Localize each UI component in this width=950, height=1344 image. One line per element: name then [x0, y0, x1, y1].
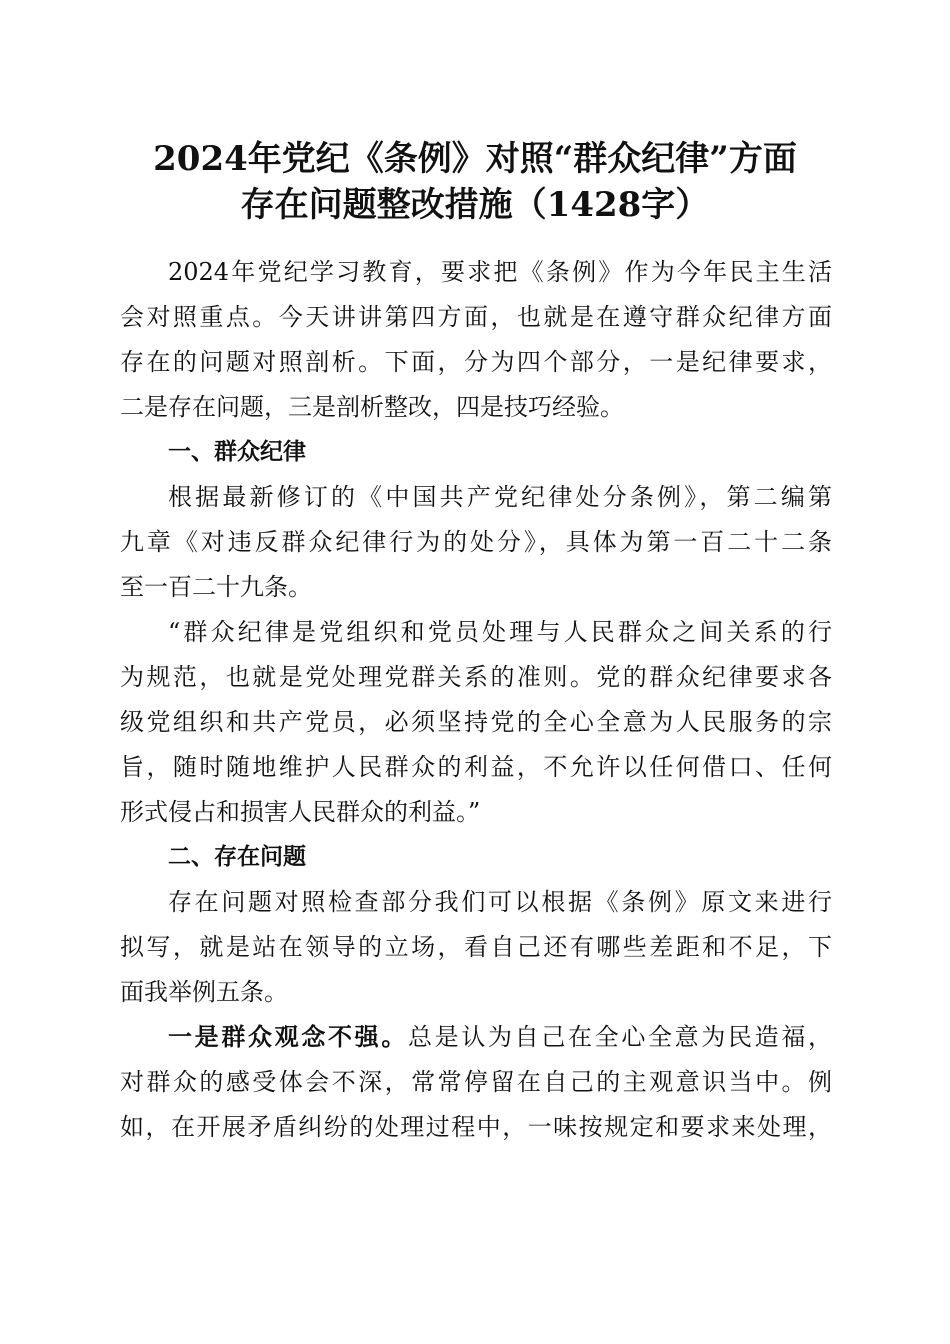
- section2-para1-line-3: 面我举例五条。: [120, 978, 288, 1006]
- document-title-line1: 2024年党纪《条例》对照“群众纪律”方面: [153, 139, 797, 179]
- section2-para2-line-3: 如，在开展矛盾纠纷的处理过程中，一味按规定和要求来处理，: [120, 1113, 832, 1141]
- section2-para2-line-1: [168, 1015, 832, 1060]
- intro-line-1: 2024年党纪学习教育，要求把《条例》作为今年民主生活: [168, 258, 832, 286]
- section1-para2-line-3: 级党组织和共产党员，必须坚持党的全心全意为人民服务的宗: [120, 708, 832, 736]
- section2-para2-line-2: 对群众的感受体会不深，常常停留在自己的主观意识当中。例: [120, 1068, 832, 1096]
- intro-line-2: 会对照重点。今天讲讲第四方面，也就是在遵守群众纪律方面: [120, 303, 832, 331]
- section1-heading: 一、群众纪律: [168, 439, 306, 465]
- section2-heading: 二、存在问题: [168, 844, 306, 870]
- intro-line-3: 存在的问题对照剖析。下面，分为四个部分，一是纪律要求，: [120, 348, 832, 376]
- document-title-line2: 存在问题整改措施（1428字）: [240, 185, 710, 225]
- section1-para2-line-1: “群众纪律是党组织和党员处理与人民群众之间关系的行: [168, 618, 832, 646]
- section2-para1-line-1: 存在问题对照检查部分我们可以根据《条例》原文来进行: [168, 888, 832, 916]
- intro-line-4: 二是存在问题，三是剖析整改，四是技巧经验。: [120, 393, 624, 421]
- section1-para2-line-5: 形式侵占和损害人民群众的利益。”: [120, 798, 481, 826]
- section1-para2-line-2: 为规范，也就是党处理党群关系的准则。党的群众纪律要求各: [120, 663, 832, 691]
- section1-para2-line-4: 旨，随时随地维护人民群众的利益，不允许以任何借口、任何: [120, 753, 832, 781]
- section1-para1-line-3: 至一百二十九条。: [120, 573, 312, 601]
- item1-text: 总是认为自己在全心全意为民造福，: [408, 1023, 832, 1051]
- item1-lead: 一是群众观念不强。: [168, 1023, 408, 1051]
- section2-para1-line-2: 拟写，就是站在领导的立场，看自己还有哪些差距和不足，下: [120, 933, 832, 961]
- section1-para1-line-2: 九章《对违反群众纪律行为的处分》，具体为第一百二十二条: [120, 528, 832, 556]
- section1-para1-line-1: 根据最新修订的《中国共产党纪律处分条例》，第二编第: [168, 483, 832, 511]
